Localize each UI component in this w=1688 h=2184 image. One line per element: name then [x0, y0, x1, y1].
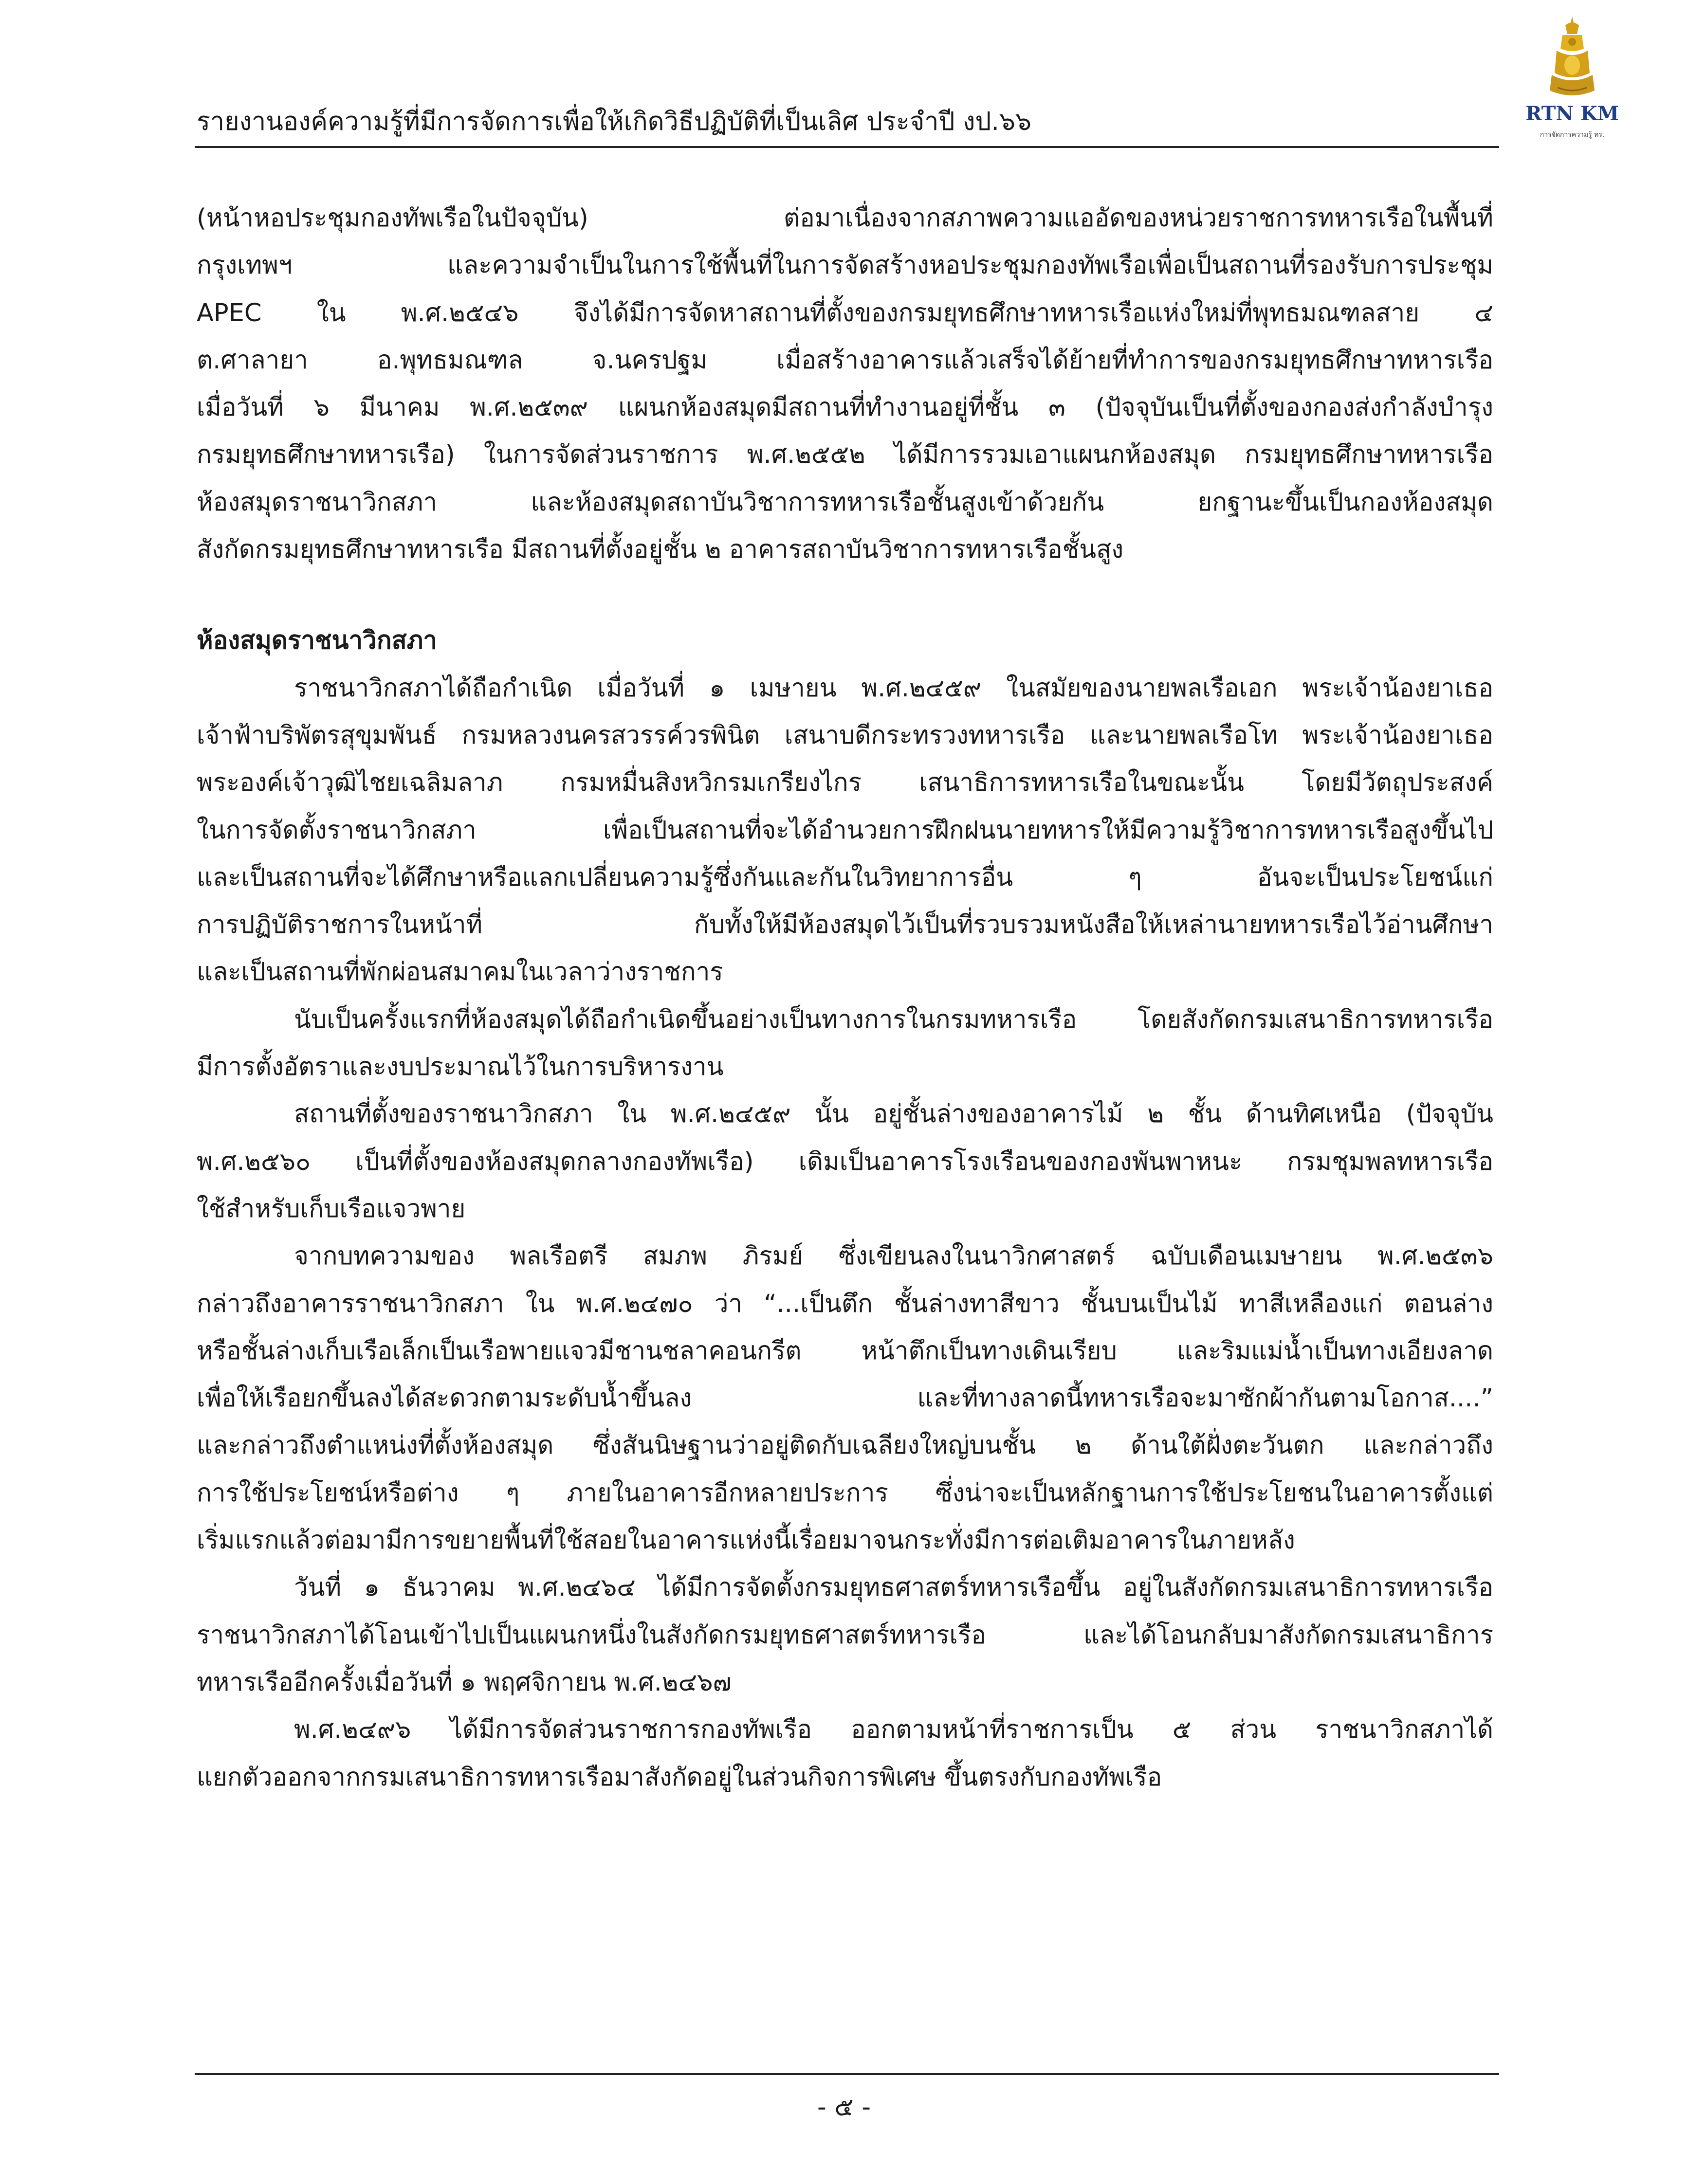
text-line: เริ่มแรกแล้วต่อมามีการขยายพื้นที่ใช้สอยในอาคารแห่งนี้เรื่อยมาจนกระทั่งมีการต่อเติมอาคารในภายหลัง	[197, 1526, 1295, 1555]
logo-subtext: การจัดการความรู้ ทร.	[1540, 131, 1605, 139]
text-line: วันที่ ๑ ธันวาคม พ.ศ.๒๔๖๔ ได้มีการจัดตั้งกรมยุทธศาสตร์ทหารเรือขึ้น อยู่ในสังกัดกรมเสนาธิการทหารเรือ	[294, 1573, 1493, 1602]
paragraph-2	[197, 996, 1493, 1091]
text-line: พระองค์เจ้าวุฒิไชยเฉลิมลาภ กรมหมื่นสิงหวิกรมเกรียงไกร เสนาธิการทหารเรือในขณะนั้น โดยมีวัตถุประสงค์	[197, 768, 1493, 798]
text-line: สังกัดกรมยุทธศึกษาทหารเรือ มีสถานที่ตั้งอยู่ชั้น ๒ อาคารสถาบันวิชาการทหารเรือชั้นสูง	[197, 535, 1124, 564]
section-heading: ห้องสมุดราชนาวิกสภา	[197, 626, 438, 655]
page-number: - ๕ -	[817, 2093, 871, 2122]
text-line: สถานที่ตั้งของราชนาวิกสภา ใน พ.ศ.๒๔๕๙ นั้น อยู่ชั้นล่างของอาคารไม้ ๒ ชั้น ด้านทิศเหนือ (ปัจจุบัน	[294, 1100, 1493, 1129]
text-line: พ.ศ.๒๔๙๖ ได้มีการจัดส่วนราชการกองทัพเรือ ออกตามหน้าที่ราชการเป็น ๕ ส่วน ราชนาวิกสภาได้	[294, 1715, 1493, 1745]
section-spacer	[197, 573, 1493, 617]
paragraph-4	[197, 1233, 1493, 1564]
text-line: การใช้ประโยชน์หรือต่าง ๆ ภายในอาคารอีกหลายประการ ซึ่งน่าจะเป็นหลักฐานการใช้ประโยชนในอาคารตั้งแต่	[197, 1478, 1493, 1508]
text-line: หรือชั้นล่างเก็บเรือเล็กเป็นเรือพายแจวมีชานชลาคอนกรีต หน้าตึกเป็นทางเดินเรียบ และริมแม่น้ำเป็นทางเอียงลาด	[197, 1336, 1493, 1365]
text-line: จากบทความของ พลเรือตรี สมภพ ภิรมย์ ซึ่งเขียนลงในนาวิกศาสตร์ ฉบับเดือนเมษายน พ.ศ.๒๕๓๖	[294, 1242, 1493, 1271]
text-line: และเป็นสถานที่พักผ่อนสมาคมในเวลาว่างราชการ	[197, 958, 723, 987]
text-line: พ.ศ.๒๕๖๐ เป็นที่ตั้งของห้องสมุดกลางกองทัพเรือ) เดิมเป็นอาคารโรงเรือนของกองพันพาหนะ กรมชุมพลทหารเรือ	[197, 1147, 1493, 1176]
intro-paragraph	[197, 195, 1493, 573]
logo-text: RTN KM	[1525, 102, 1619, 125]
text-line: กล่าวถึงอาคารราชนาวิกสภา ใน พ.ศ.๒๔๗๐ ว่า “...เป็นตึก ชั้นล่างทาสีขาว ชั้นบนเป็นไม้ ทาสีเหลืองแก่ ตอนล่าง	[197, 1289, 1493, 1318]
paragraph-1	[197, 665, 1493, 996]
page-header-title: รายงานองค์ความรู้ที่มีการจัดการเพื่อให้เกิดวิธีปฏิบัติที่เป็นเลิศ ประจำปี งป.๖๖	[197, 107, 1031, 136]
text-line: ห้องสมุดราชนาวิกสภา และห้องสมุดสถาบันวิชาการทหารเรือชั้นสูงเข้าด้วยกัน ยกฐานะขึ้นเป็นกองห้องสมุด	[197, 488, 1493, 517]
text-line: และเป็นสถานที่จะได้ศึกษาหรือแลกเปลี่ยนความรู้ซึ่งกันและกันในวิทยาการอื่น ๆ อันจะเป็นประโยชน์แก่	[197, 863, 1493, 892]
text-line: กรุงเทพฯ และความจำเป็นในการใช้พื้นที่ในการจัดสร้างหอประชุมกองทัพเรือเพื่อเป็นสถานที่รองรับการประชุม	[197, 251, 1493, 280]
paragraph-6	[197, 1706, 1493, 1801]
text-line: เพื่อให้เรือยกขึ้นลงได้สะดวกตามระดับน้ำขึ้นลง และที่ทางลาดนี้ทหารเรือจะมาซักผ้ากันตามโอกาส....”	[197, 1384, 1493, 1413]
text-line: กรมยุทธศึกษาทหารเรือ) ในการจัดส่วนราชการ พ.ศ.๒๕๕๒ ได้มีการรวมเอาแผนกห้องสมุด กรมยุทธศึกษาทหารเรือ	[197, 440, 1493, 470]
text-line: ในการจัดตั้งราชนาวิกสภา เพื่อเป็นสถานที่จะได้อำนวยการฝึกฝนนายทหารให้มีความรู้วิชาการทหารเรือสูงขึ้นไป	[197, 816, 1493, 845]
header-divider	[195, 146, 1499, 148]
document-body	[197, 195, 1493, 1801]
rtn-km-logo	[1523, 15, 1621, 161]
text-line: (หน้าหอประชุมกองทัพเรือในปัจจุบัน) ต่อมาเนื่องจากสภาพความแออัดของหน่วยราชการทหารเรือในพื้นที่	[197, 204, 1493, 233]
paragraph-5	[197, 1564, 1493, 1706]
text-line: และกล่าวถึงตำแหน่งที่ตั้งห้องสมุด ซึ่งสันนิษฐานว่าอยู่ติดกับเฉลียงใหญ่บนชั้น ๒ ด้านใต้ฝั่งตะวันตก และกล่าวถึง	[197, 1431, 1493, 1460]
text-line: ต.ศาลายา อ.พุทธมณฑล จ.นครปฐม เมื่อสร้างอาคารแล้วเสร็จได้ย้ายที่ทำการของกรมยุทธศึกษาทหารเรือ	[197, 346, 1493, 375]
text-line: มีการตั้งอัตราและงบประมาณไว้ในการบริหารงาน	[197, 1053, 724, 1082]
text-line: แยกตัวออกจากกรมเสนาธิการทหารเรือมาสังกัดอยู่ในส่วนกิจการพิเศษ ขึ้นตรงกับกองทัพเรือ	[197, 1763, 1162, 1792]
text-line: การปฏิบัติราชการในหน้าที่ กับทั้งให้มีห้องสมุดไว้เป็นที่รวบรวมหนังสือให้เหล่านายทหารเรือไว้อ่านศึกษา	[197, 910, 1493, 940]
paragraph-3	[197, 1091, 1493, 1233]
text-line: เมื่อวันที่ ๖ มีนาคม พ.ศ.๒๕๓๙ แผนกห้องสมุดมีสถานที่ทำงานอยู่ที่ชั้น ๓ (ปัจจุบันเป็นที่ตั้งของกองส่งกำลังบำรุง	[197, 393, 1493, 422]
text-line: ราชนาวิกสภาได้โอนเข้าไปเป็นแผนกหนึ่งในสังกัดกรมยุทธศาสตร์ทหารเรือ และได้โอนกลับมาสังกัดกรมเสนาธิการ	[197, 1620, 1493, 1650]
crown-emblem-icon	[1543, 15, 1601, 102]
text-line: นับเป็นครั้งแรกที่ห้องสมุดได้ถือกำเนิดขึ้นอย่างเป็นทางการในกรมทหารเรือ โดยสังกัดกรมเสนาธิการทหารเรือ	[294, 1005, 1493, 1034]
text-line: APEC ใน พ.ศ.๒๕๔๖ จึงได้มีการจัดหาสถานที่ตั้งของกรมยุทธศึกษาทหารเรือแห่งใหม่ที่พุทธมณฑลสาย ๔	[197, 298, 1493, 328]
text-line: ใช้สำหรับเก็บเรือแจวพาย	[197, 1194, 466, 1223]
text-line: ทหารเรืออีกครั้งเมื่อวันที่ ๑ พฤศจิกายน พ.ศ.๒๔๖๗	[197, 1668, 732, 1697]
text-line: เจ้าฟ้าบริพัตรสุขุมพันธ์ กรมหลวงนครสวรรค์วรพินิต เสนาบดีกระทรวงทหารเรือ และนายพลเรือโท พระเจ้าน้องยาเธอ	[197, 721, 1493, 750]
text-line: ราชนาวิกสภาได้ถือกำเนิด เมื่อวันที่ ๑ เมษายน พ.ศ.๒๔๕๙ ในสมัยของนายพลเรือเอก พระเจ้าน้องยาเธอ	[294, 673, 1493, 703]
footer-divider	[195, 2073, 1499, 2075]
